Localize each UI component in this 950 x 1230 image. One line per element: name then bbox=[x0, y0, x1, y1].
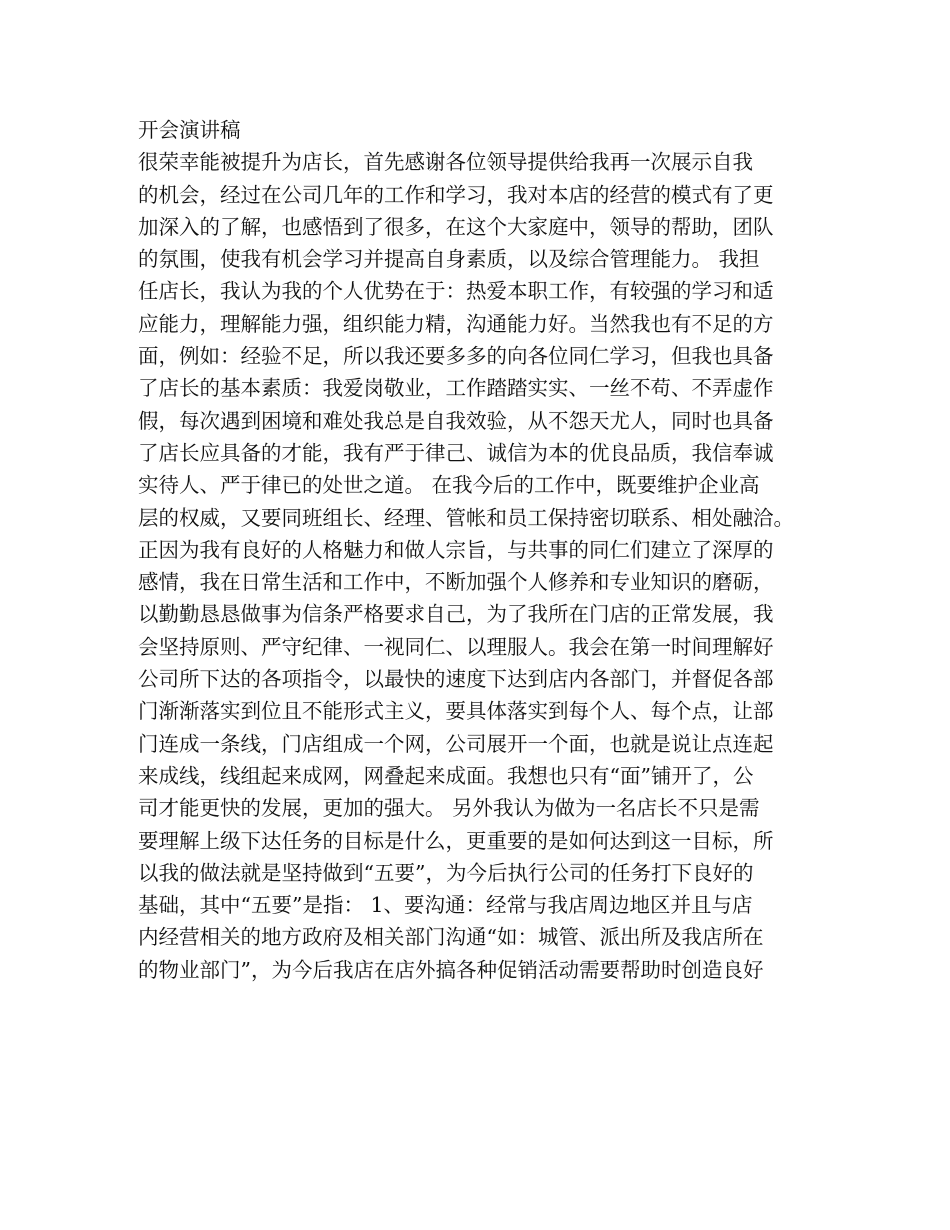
text-line: 的机会，经过在公司几年的工作和学习，我对本店的经营的模式有了更 bbox=[138, 182, 774, 207]
text-line: 门连成一条线，门店组成一个网，公司展开一个面，也就是说让点连起 bbox=[138, 731, 774, 756]
text-line: 来成线，线组起来成网，网叠起来成面。我想也只有“面”铺开了，公 bbox=[138, 763, 754, 788]
text-line: 任店长，我认为我的个人优势在于：热爱本职工作，有较强的学习和适 bbox=[138, 279, 774, 304]
text-line: 内经营相关的地方政府及相关部门沟通“如：城管、派出所及我店所在 bbox=[138, 925, 764, 950]
text-line: 层的权威，又要同班组长、经理、管帐和员工保持密切联系、相处融洽。 bbox=[138, 505, 794, 530]
text-line: 以勤勤恳恳做事为信条严格要求自己，为了我所在门店的正常发展，我 bbox=[138, 602, 774, 627]
text-line: 面，例如：经验不足，所以我还要多多的向各位同仁学习，但我也具备 bbox=[138, 344, 774, 369]
text-line: 公司所下达的各项指令，以最快的速度下达到店内各部门，并督促各部 bbox=[138, 667, 774, 692]
text-line: 的物业部门”，为今后我店在店外搞各种促销活动需要帮助时创造良好 bbox=[138, 957, 764, 982]
text-line: 以我的做法就是坚持做到“五要”，为今后执行公司的任务打下良好的 bbox=[138, 860, 754, 885]
text-line: 假，每次遇到困境和难处我总是自我效验，从不怨天尤人，同时也具备 bbox=[138, 408, 774, 433]
text-line: 门渐渐落实到位且不能形式主义，要具体落实到每个人、每个点，让部 bbox=[138, 699, 774, 724]
text-line: 司才能更快的发展，更加的强大。 另外我认为做为一名店长不只是需 bbox=[138, 796, 760, 821]
text-line: 实待人、严于律已的处世之道。 在我今后的工作中，既要维护企业高 bbox=[138, 473, 760, 498]
document-body bbox=[138, 114, 828, 986]
text-line: 很荣幸能被提升为店长，首先感谢各位领导提供给我再一次展示自我 bbox=[138, 150, 753, 175]
text-line: 要理解上级下达任务的目标是什么，更重要的是如何达到这一目标，所 bbox=[138, 828, 774, 853]
document-title: 开会演讲稿 bbox=[138, 118, 241, 142]
text-line: 基础，其中“五要”是指： 1、要沟通：经常与我店周边地区并且与店 bbox=[138, 893, 753, 918]
text-line: 加深入的了解，也感悟到了很多，在这个大家庭中，领导的帮助，团队 bbox=[138, 214, 774, 239]
text-line: 了店长的基本素质：我爱岗敬业，工作踏踏实实、一丝不苟、不弄虚作 bbox=[138, 376, 774, 401]
text-line: 感情，我在日常生活和工作中，不断加强个人修养和专业知识的磨砺， bbox=[138, 570, 774, 595]
text-line: 的氛围，使我有机会学习并提高自身素质，以及综合管理能力。 我担 bbox=[138, 247, 760, 272]
text-line: 了店长应具备的才能，我有严于律己、诚信为本的优良品质，我信奉诚 bbox=[138, 440, 774, 465]
text-line: 应能力，理解能力强，组织能力精，沟通能力好。当然我也有不足的方 bbox=[138, 311, 774, 336]
text-line: 正因为我有良好的人格魅力和做人宗旨，与共事的同仁们建立了深厚的 bbox=[138, 537, 774, 562]
text-line: 会坚持原则、严守纪律、一视同仁、以理服人。我会在第一时间理解好 bbox=[138, 634, 774, 659]
